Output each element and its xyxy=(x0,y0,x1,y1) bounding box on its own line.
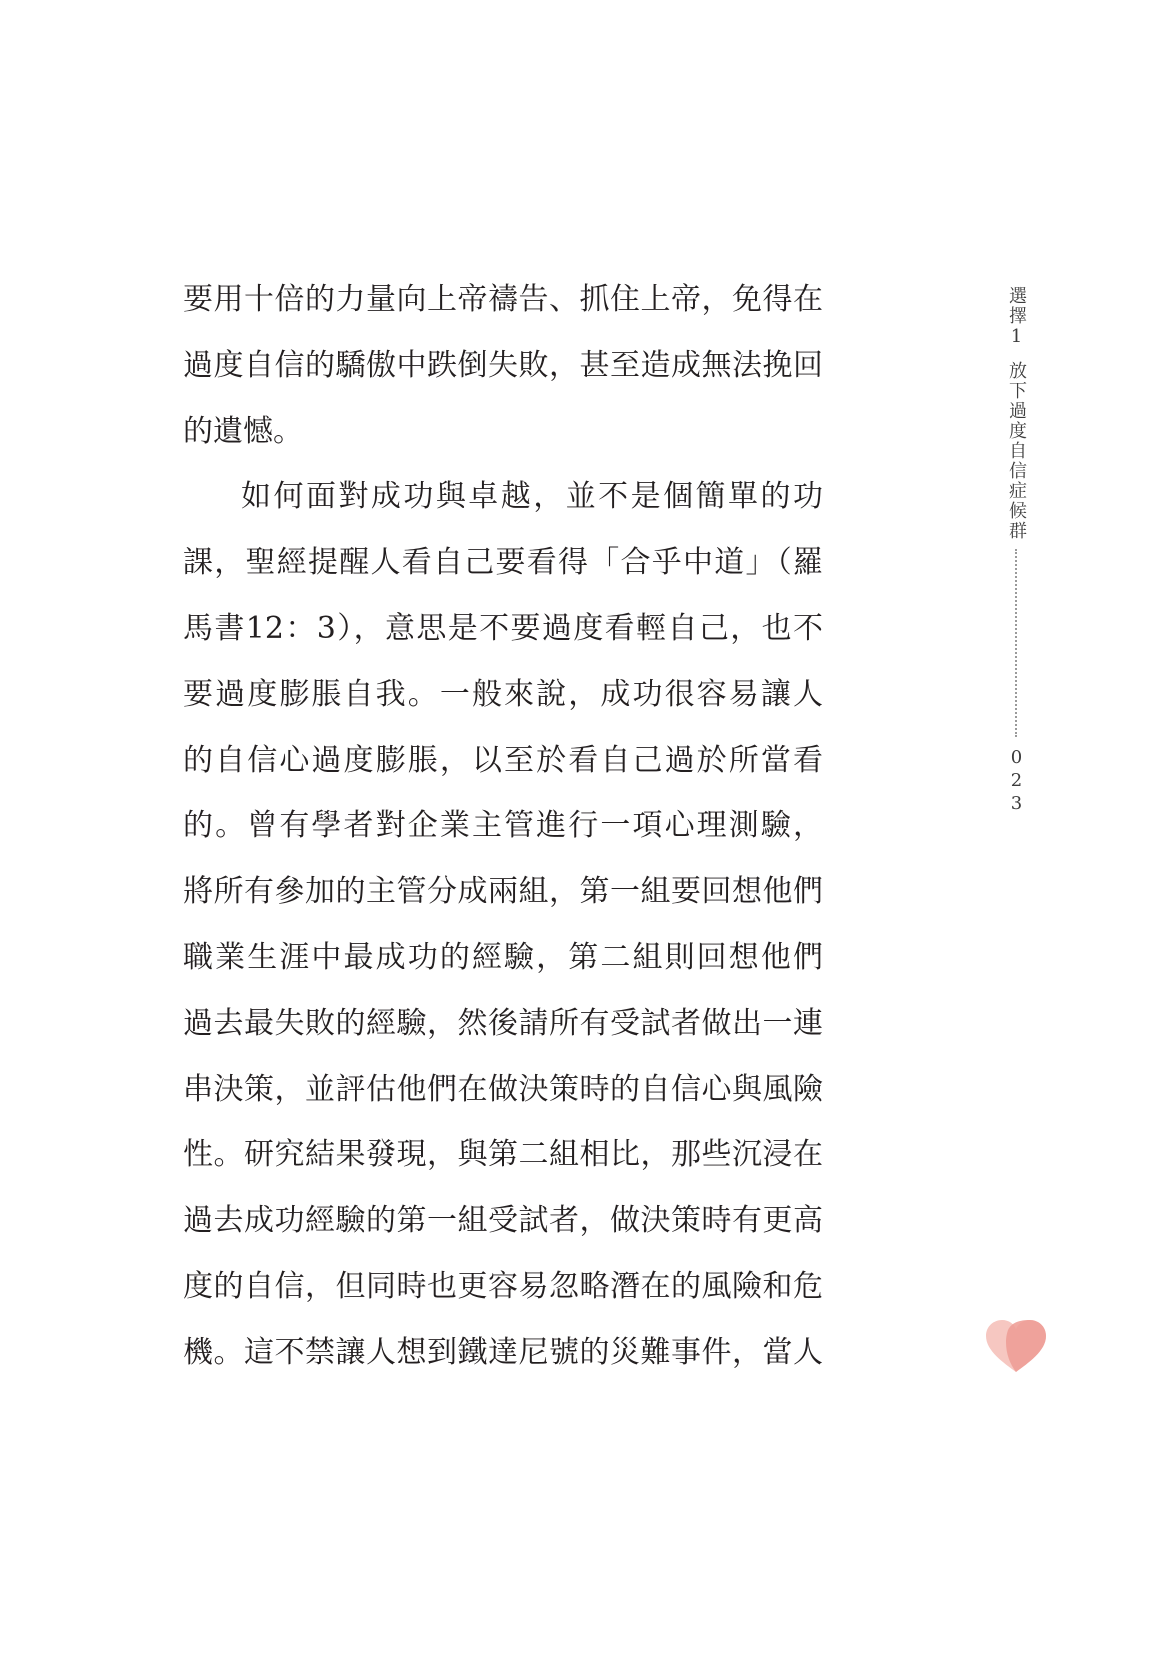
text-line: 如何面對成功與卓越，並不是個簡單的功 xyxy=(241,479,823,515)
heart-right-lobe xyxy=(1006,1320,1046,1372)
text-line: 串決策，並評估他們在做決策時的自信心與風險 xyxy=(183,1071,823,1107)
chapter-label: 選擇1 xyxy=(1006,286,1027,349)
text-line: 過度自信的驕傲中跌倒失敗，甚至造成無法挽回 xyxy=(183,347,823,383)
text-line: 馬書12：3），意思是不要過度看輕自己，也不 xyxy=(183,610,823,646)
text-line: 過去最失敗的經驗，然後請所有受試者做出一連 xyxy=(183,1005,823,1041)
chapter-title: 放下過度自信症候群 xyxy=(1006,361,1027,541)
text-line: 性。研究結果發現，與第二組相比，那些沉浸在 xyxy=(183,1137,823,1173)
text-line: 職業生涯中最成功的經驗，第二組則回想他們 xyxy=(183,939,823,975)
text-line: 的。曾有學者對企業主管進行一項心理測驗， xyxy=(183,808,823,844)
paragraph-1 xyxy=(183,267,823,464)
text-line: 度的自信，但同時也更容易忽略潛在的風險和危 xyxy=(183,1268,823,1304)
body-text xyxy=(183,267,823,1386)
running-header xyxy=(1003,286,1029,816)
text-line: 將所有參加的主管分成兩組，第一組要回想他們 xyxy=(183,874,823,910)
heart-logo-graphic xyxy=(984,1318,1048,1374)
text-line: 過去成功經驗的第一組受試者，做決策時有更高 xyxy=(183,1203,823,1239)
text-line: 要過度膨脹自我。一般來說，成功很容易讓人 xyxy=(183,676,823,712)
text-line: 要用十倍的力量向上帝禱告、抓住上帝，免得在 xyxy=(183,282,823,317)
text-line: 機。這不禁讓人想到鐵達尼號的災難事件，當人 xyxy=(183,1334,823,1370)
text-line: 課，聖經提醒人看自己要看得「合乎中道」（羅 xyxy=(183,545,823,581)
text-line: 的自信心過度膨脹，以至於看自己過於所當看 xyxy=(183,742,823,778)
paragraph-2 xyxy=(183,464,823,1385)
text-line: 的遺憾。 xyxy=(183,413,303,449)
leader-dots xyxy=(1015,549,1017,737)
page-number: 023 xyxy=(1006,747,1027,816)
heart-icon xyxy=(984,1318,1048,1374)
